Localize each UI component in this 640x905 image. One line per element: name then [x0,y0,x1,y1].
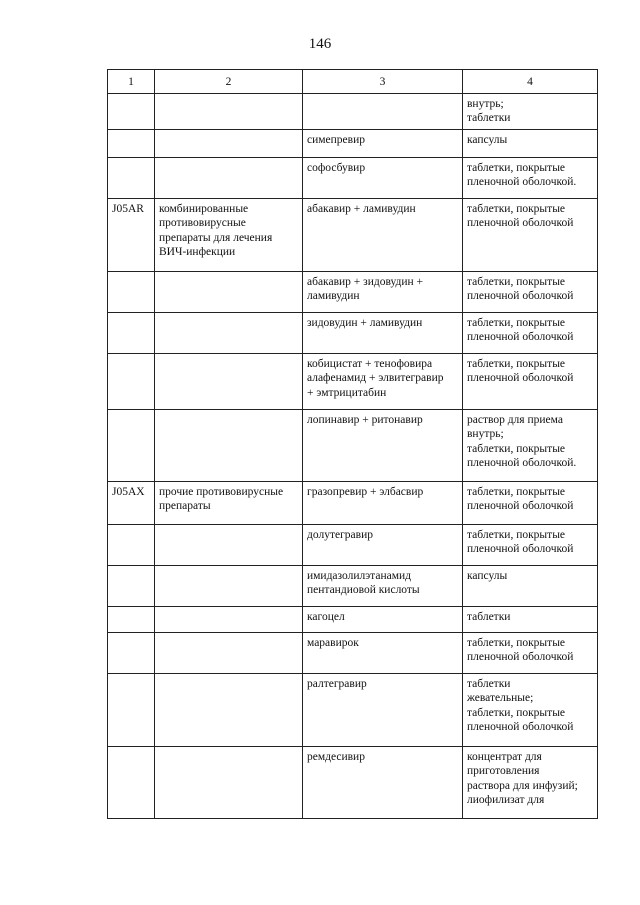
group-name-cell [155,158,303,199]
dosage-form-cell: таблетки, покрытые пленочной оболочкой [463,354,598,410]
table-row [108,94,598,130]
atc-code-cell [108,354,155,410]
dosage-form-cell: раствор для приема внутрь; таблетки, покрытые пленочной оболочкой. [463,410,598,482]
group-name-cell [155,607,303,633]
atc-code-cell: J05AR [108,199,155,272]
dosage-form-cell: таблетки, покрытые пленочной оболочкой [463,313,598,354]
dosage-form-cell: таблетки, покрытые пленочной оболочкой. [463,158,598,199]
group-name-cell [155,354,303,410]
drug-name-cell: лопинавир + ритонавир [303,410,463,482]
group-name-cell [155,313,303,354]
group-name-cell [155,633,303,674]
atc-code-cell [108,272,155,313]
table-row [108,525,598,566]
atc-code-cell: J05AX [108,482,155,525]
drug-name-cell: гразопревир + элбасвир [303,482,463,525]
group-name-cell [155,747,303,819]
atc-code-cell [108,158,155,199]
drug-name-cell: ралтегравир [303,674,463,747]
column-header-1: 1 [108,70,155,94]
table-row [108,158,598,199]
dosage-form-cell: таблетки, покрытые пленочной оболочкой [463,272,598,313]
table-row [108,566,598,607]
group-name-cell: комбинированные противовирусные препараты для лечения ВИЧ-инфекции [155,199,303,272]
group-name-cell [155,674,303,747]
drug-name-cell [303,94,463,130]
drug-name-cell: кагоцел [303,607,463,633]
table-row [108,354,598,410]
table-row [108,747,598,819]
column-header-2: 2 [155,70,303,94]
drug-name-cell: абакавир + ламивудин [303,199,463,272]
drug-name-cell: ремдесивир [303,747,463,819]
column-header-4: 4 [463,70,598,94]
table-header-row [108,70,598,94]
group-name-cell: прочие противовирусные препараты [155,482,303,525]
drug-name-cell: зидовудин + ламивудин [303,313,463,354]
table-row [108,130,598,158]
table-row [108,410,598,482]
table-row [108,199,598,272]
group-name-cell [155,410,303,482]
table-row [108,313,598,354]
dosage-form-cell: таблетки, покрытые пленочной оболочкой [463,199,598,272]
group-name-cell [155,130,303,158]
group-name-cell [155,566,303,607]
group-name-cell [155,94,303,130]
table-row [108,674,598,747]
table-row [108,633,598,674]
atc-code-cell [108,633,155,674]
table-row [108,607,598,633]
page-number: 146 [308,36,332,52]
atc-code-cell [108,313,155,354]
dosage-form-cell: таблетки [463,607,598,633]
drug-name-cell: софосбувир [303,158,463,199]
atc-code-cell [108,607,155,633]
table-row [108,272,598,313]
atc-code-cell [108,674,155,747]
drug-name-cell: имидазолилэтанамид пентандиовой кислоты [303,566,463,607]
drug-name-cell: долутегравир [303,525,463,566]
table-row [108,482,598,525]
dosage-form-cell: таблетки, покрытые пленочной оболочкой [463,482,598,525]
atc-code-cell [108,410,155,482]
dosage-form-cell: таблетки, покрытые пленочной оболочкой [463,633,598,674]
drug-name-cell: симепревир [303,130,463,158]
dosage-form-cell: капсулы [463,130,598,158]
dosage-form-cell: концентрат для приготовления раствора для инфузий; лиофилизат для [463,747,598,819]
dosage-form-cell: капсулы [463,566,598,607]
atc-code-cell [108,566,155,607]
atc-code-cell [108,525,155,566]
atc-code-cell [108,94,155,130]
dosage-form-cell: таблетки жевательные; таблетки, покрытые пленочной оболочкой [463,674,598,747]
atc-code-cell [108,747,155,819]
group-name-cell [155,525,303,566]
drug-name-cell: абакавир + зидовудин + ламивудин [303,272,463,313]
drug-name-cell: маравирок [303,633,463,674]
dosage-form-cell: внутрь; таблетки [463,94,598,130]
dosage-form-cell: таблетки, покрытые пленочной оболочкой [463,525,598,566]
drug-table [107,69,598,819]
atc-code-cell [108,130,155,158]
column-header-3: 3 [303,70,463,94]
group-name-cell [155,272,303,313]
drug-name-cell: кобицистат + тенофовира алафенамид + элвитегравир + эмтрицитабин [303,354,463,410]
